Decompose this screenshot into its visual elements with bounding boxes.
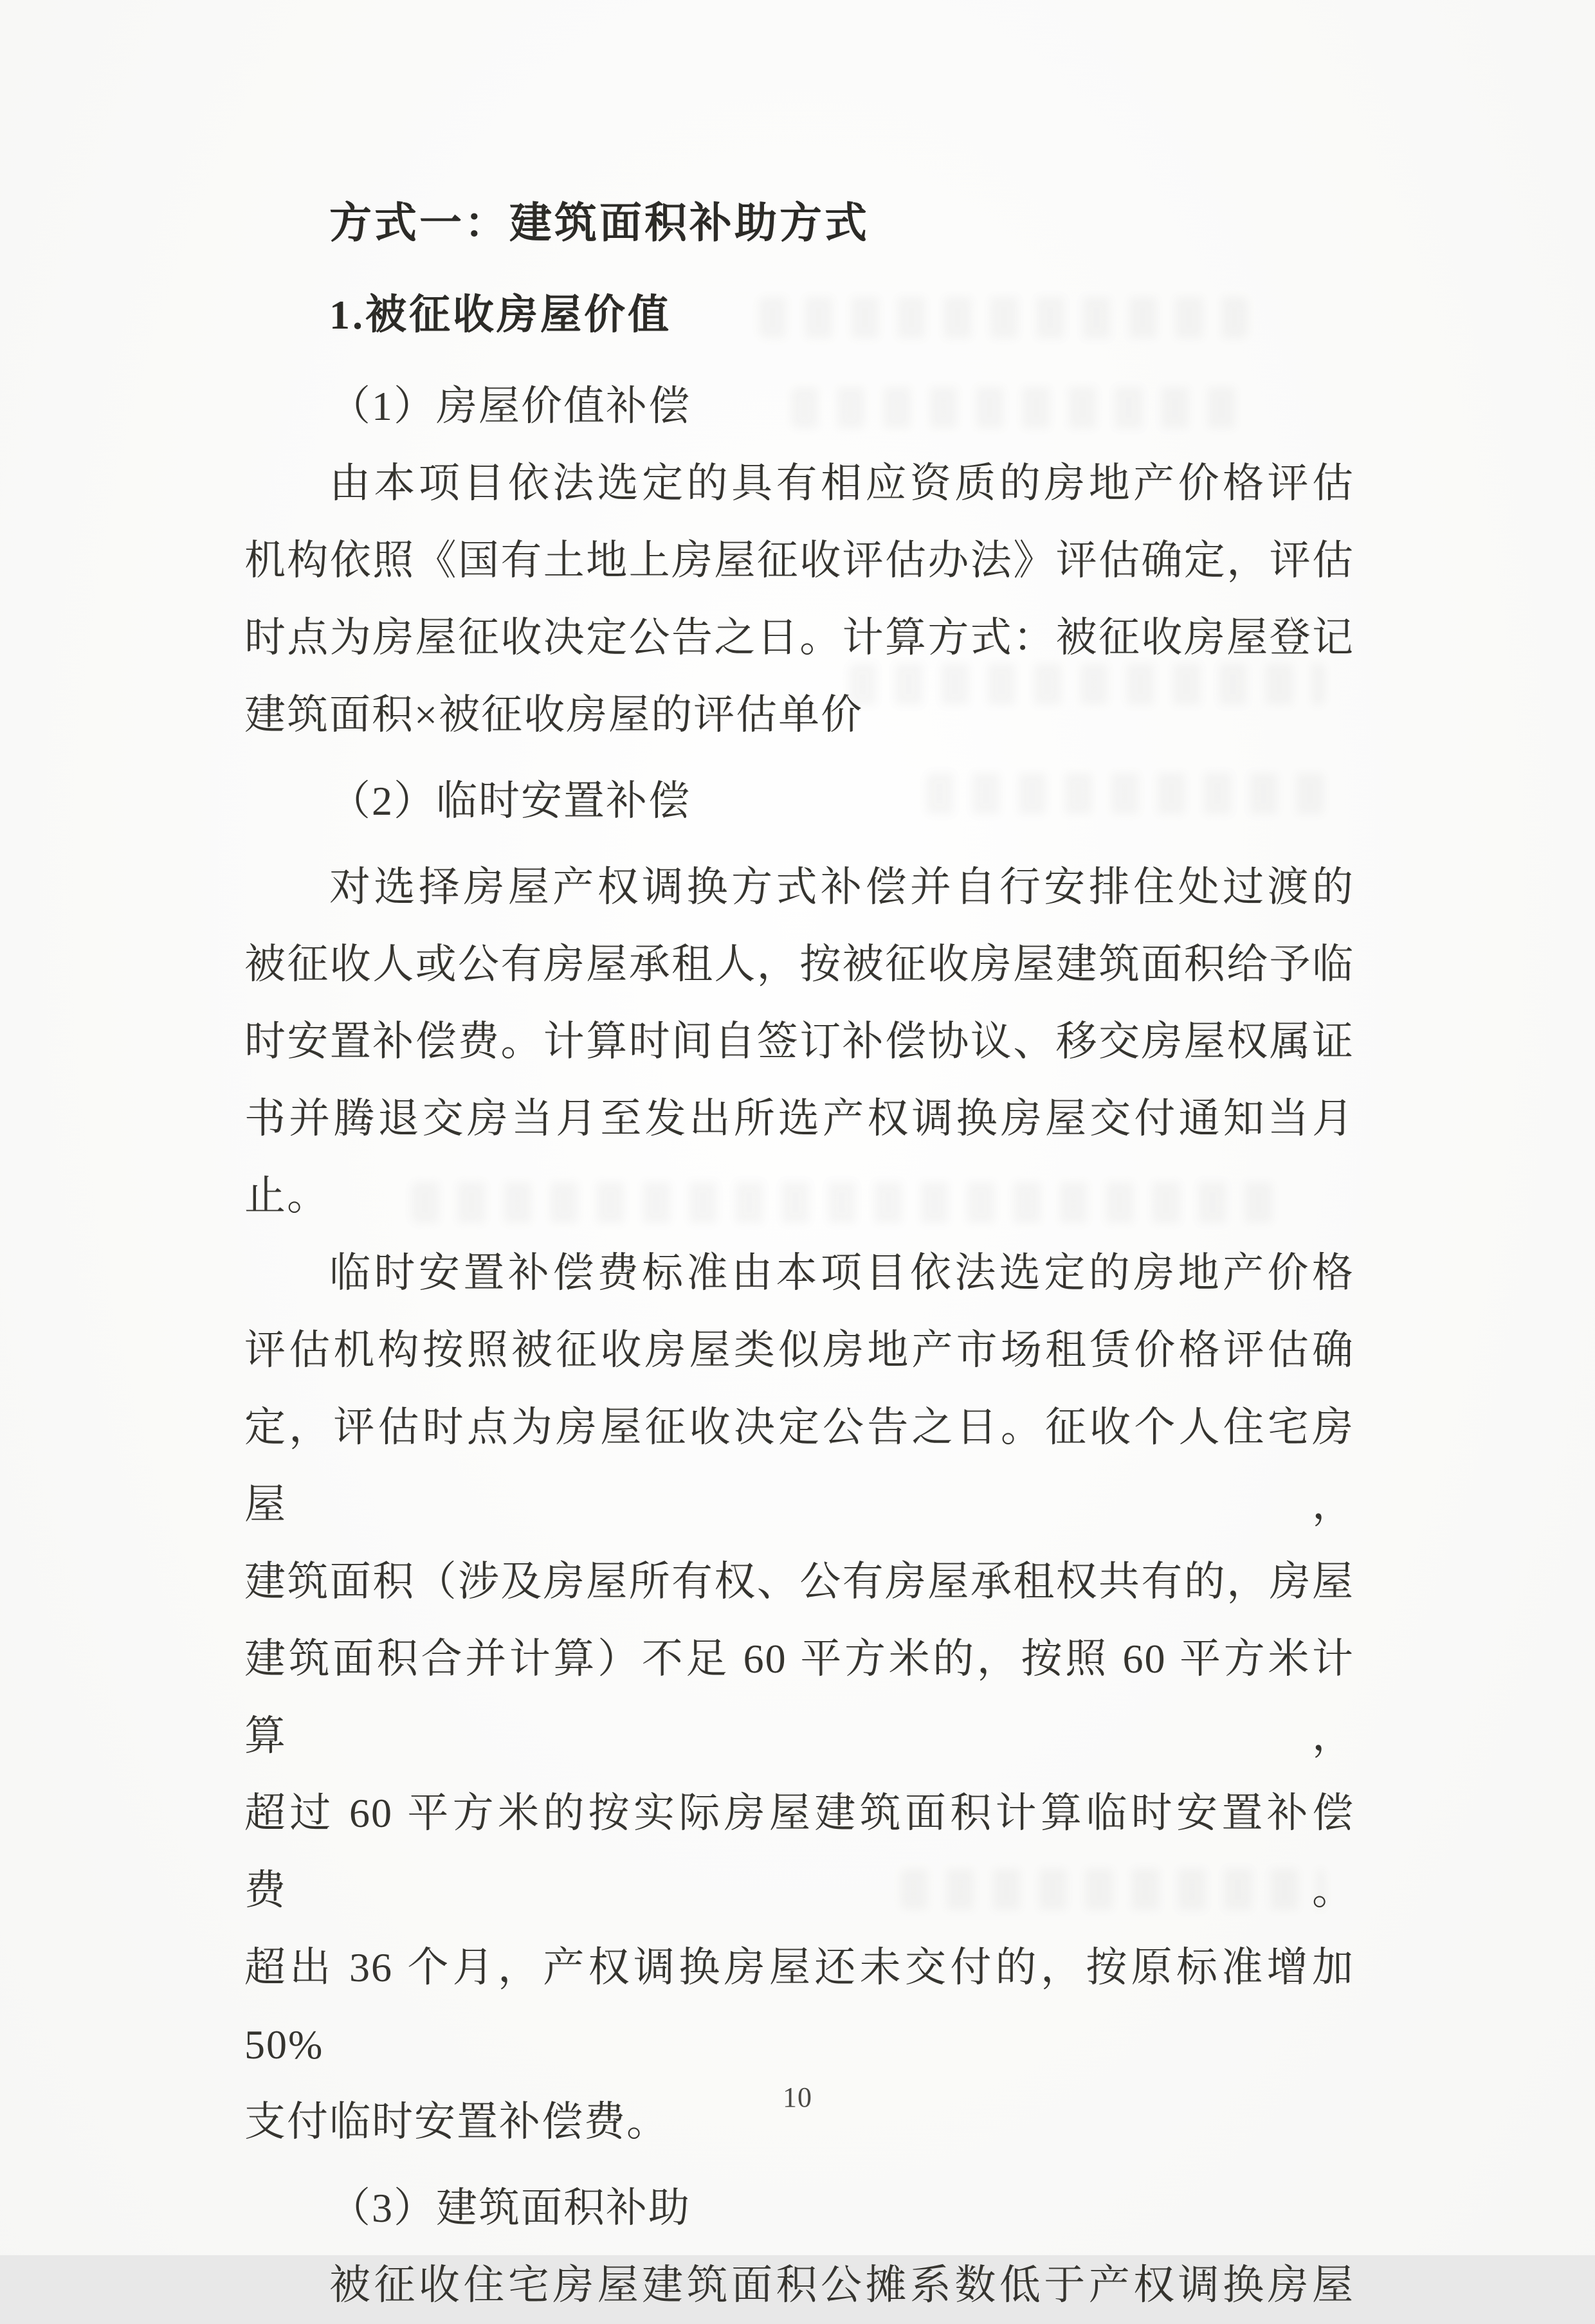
sub-heading-2: （2）临时安置补偿 <box>329 778 691 824</box>
text-line: 时点为房屋征收决定公告之日。计算方式：被征收房屋登记 <box>244 615 1354 660</box>
text-line: 机构依照《国有土地上房屋征收评估办法》评估确定，评估 <box>244 538 1354 583</box>
text-line: 定，评估时点为房屋征收决定公告之日。征收个人住宅房屋， <box>244 1404 1354 1527</box>
text-line: 建筑面积×被征收房屋的评估单价 <box>244 692 864 738</box>
text-line: 支付临时安置补偿费。 <box>244 2099 669 2145</box>
text-line: 评估机构按照被征收房屋类似房地产市场租赁价格评估确 <box>244 1327 1354 1373</box>
text-line: 对选择房屋产权调换方式补偿并自行安排住处过渡的 <box>329 864 1354 910</box>
text-line: 书并腾退交房当月至发出所选产权调换房屋交付通知当月 <box>244 1096 1354 1141</box>
text-line: 时安置补偿费。计算时间自签订补偿协议、移交房屋权属证 <box>244 1019 1354 1064</box>
text-line: 被征收住宅房屋建筑面积公摊系数低于产权调换房屋 <box>329 2262 1354 2308</box>
section-title: 方式一：建筑面积补助方式 <box>329 200 870 247</box>
page-number: 10 <box>783 2082 812 2113</box>
text-line: 超出 36 个月，产权调换房屋还未交付的，按原标准增加 50% <box>244 1945 1354 2067</box>
text-line: 建筑面积合并计算）不足 60 平方米的，按照 60 平方米计算， <box>244 1636 1354 1759</box>
document-body <box>244 185 1354 2324</box>
text-line: 止。 <box>244 1173 329 1219</box>
text-line: 被征收人或公有房屋承租人，按被征收房屋建筑面积给予临 <box>244 941 1354 987</box>
text-line: 临时安置补偿费标准由本项目依法选定的房地产价格 <box>329 1250 1354 1296</box>
numbered-heading: 1.被征收房屋价值 <box>329 292 671 338</box>
text-line: 建筑面积（涉及房屋所有权、公有房屋承租权共有的，房屋 <box>244 1559 1354 1604</box>
sub-heading-3: （3）建筑面积补助 <box>329 2185 691 2231</box>
sub-heading-1: （1）房屋价值补偿 <box>329 383 691 429</box>
text-line: 由本项目依法选定的具有相应资质的房地产价格评估 <box>329 460 1354 506</box>
text-line: 超过 60 平方米的按实际房屋建筑面积计算临时安置补偿费。 <box>244 1790 1354 1913</box>
